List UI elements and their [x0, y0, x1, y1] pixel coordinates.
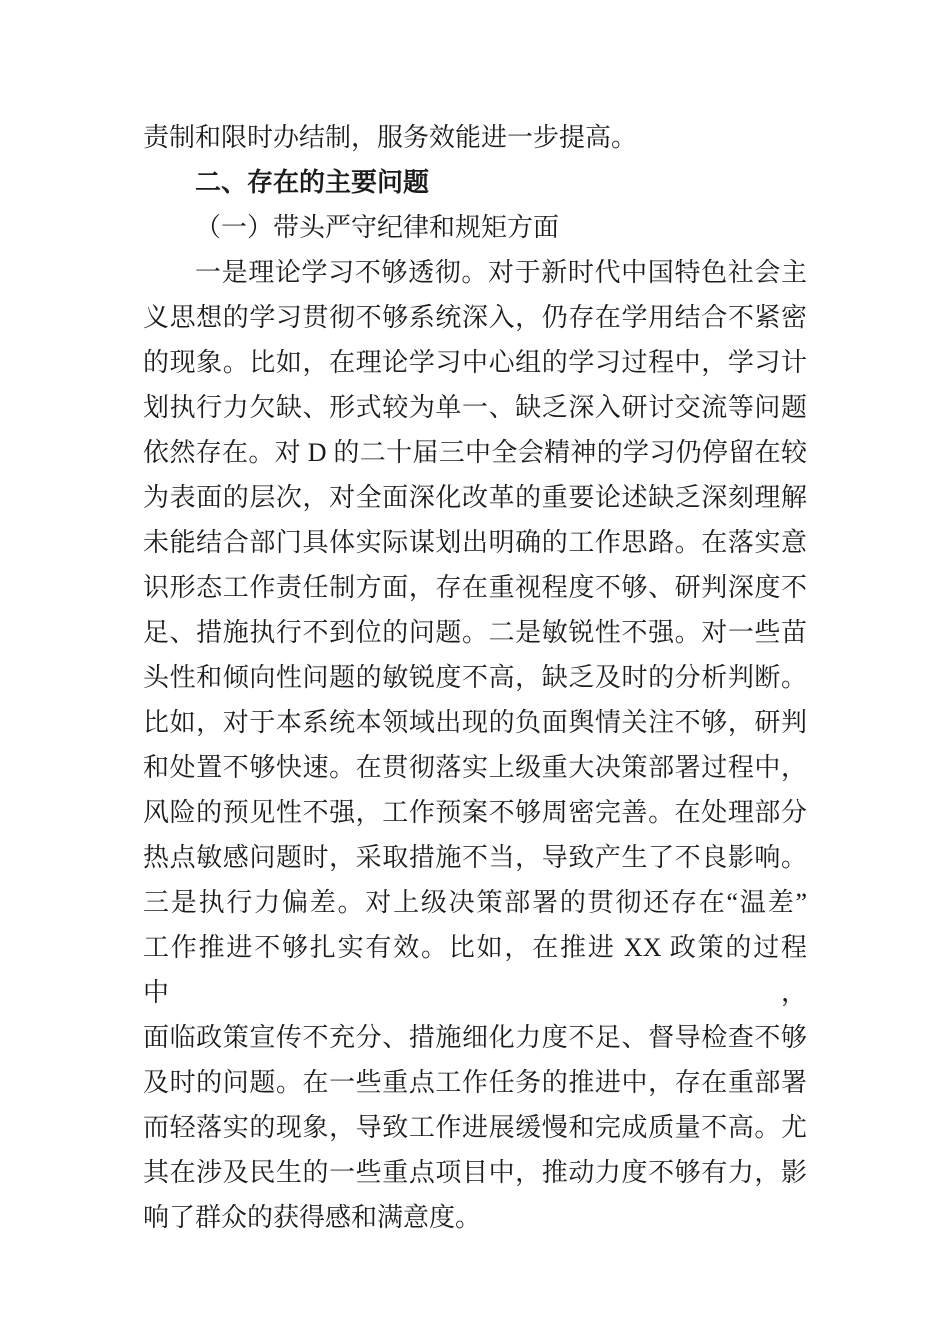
- subsection-heading: （一）带头严守纪律和规矩方面: [195, 213, 560, 242]
- body-text-line: 风险的预见性不强，工作预案不够周密完善。在处理部分: [143, 798, 807, 827]
- body-text-line: 头性和倾向性问题的敏锐度不高，缺乏及时的分析判断。: [143, 663, 807, 692]
- body-text-line: 依然存在。对 D 的二十届三中全会精神的学习仍停留在较: [143, 438, 807, 467]
- section-heading: 二、存在的主要问题: [195, 167, 430, 197]
- body-text-line: 其在涉及民生的一些重点项目中，推动力度不够有力，影: [143, 1158, 807, 1187]
- body-text-line: 而轻落实的现象，导致工作进展缓慢和完成质量不高。尤: [143, 1113, 807, 1142]
- body-text-line: 面临政策宣传不充分、措施细化力度不足、督导检查不够: [143, 1023, 807, 1052]
- body-text-line: 响了群众的获得感和满意度。: [143, 1203, 482, 1232]
- paragraph-continuation-line: 责制和限时办结制，服务效能进一步提高。: [143, 123, 638, 152]
- body-text-line: 足、措施执行不到位的问题。二是敏锐性不强。对一些苗: [143, 618, 807, 647]
- body-text-line: 比如，对于本系统本领域出现的负面舆情关注不够，研判: [143, 708, 807, 737]
- body-text-line: 工作推进不够扎实有效。比如，在推进 XX 政策的过程中，: [143, 933, 807, 1007]
- document-text-block: [143, 115, 807, 1240]
- body-text-line: 识形态工作责任制方面，存在重视程度不够、研判深度不: [143, 573, 807, 602]
- body-text-line: 为表面的层次，对全面深化改革的重要论述缺乏深刻理解: [143, 483, 807, 512]
- body-text-line: 热点敏感问题时，采取措施不当，导致产生了不良影响。: [143, 843, 807, 872]
- body-text-line: 及时的问题。在一些重点工作任务的推进中，存在重部署: [143, 1068, 807, 1097]
- body-text-line: 一是理论学习不够透彻。对于新时代中国特色社会主: [195, 258, 807, 287]
- body-text-line: 义思想的学习贯彻不够系统深入，仍存在学用结合不紧密: [143, 303, 807, 332]
- body-text-line: 划执行力欠缺、形式较为单一、缺乏深入研讨交流等问题: [143, 393, 807, 422]
- body-text-line: 三是执行力偏差。对上级决策部署的贯彻还存在“温差”: [143, 888, 807, 917]
- body-text-line: 未能结合部门具体实际谋划出明确的工作思路。在落实意: [143, 528, 807, 557]
- body-text-line: 的现象。比如，在理论学习中心组的学习过程中，学习计: [143, 348, 807, 377]
- body-text-line: 和处置不够快速。在贯彻落实上级重大决策部署过程中，: [143, 753, 807, 782]
